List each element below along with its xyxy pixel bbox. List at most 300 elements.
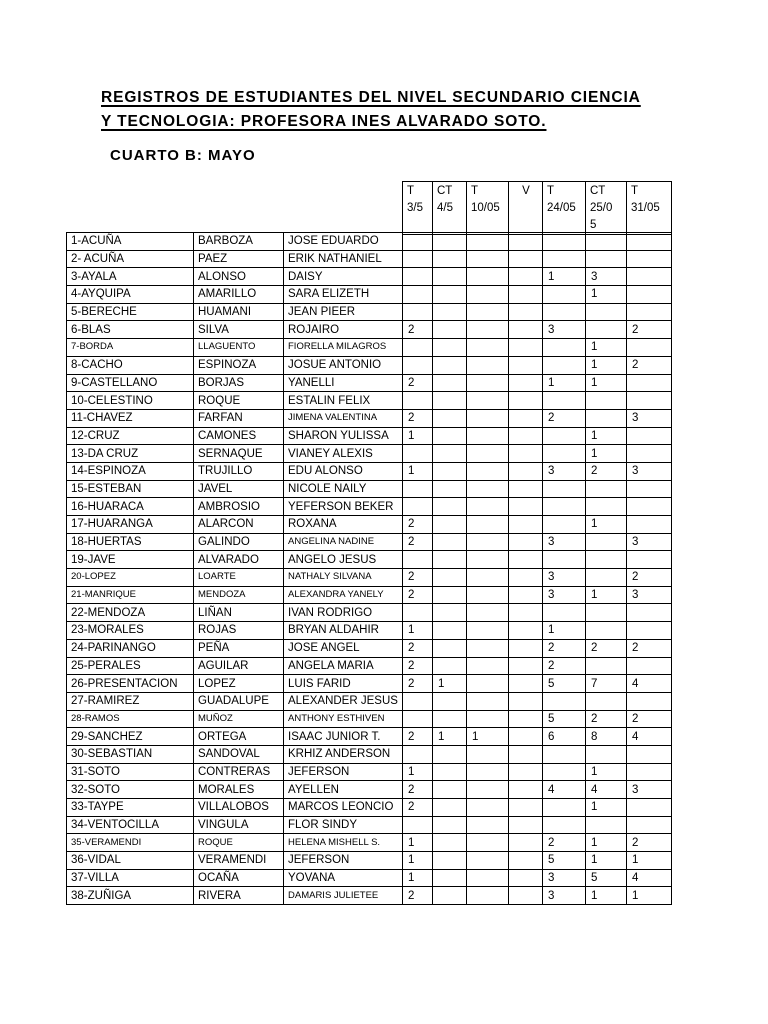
score-cell — [433, 516, 467, 534]
score-cell: 2 — [627, 710, 672, 728]
given-name-cell: JIMENA VALENTINA — [284, 409, 403, 427]
score-cell — [586, 303, 627, 321]
score-cell — [543, 498, 586, 516]
score-cell — [467, 834, 509, 852]
score-cell: 1 — [543, 374, 586, 392]
score-cell — [509, 286, 543, 304]
surname-2-cell: VERAMENDI — [194, 852, 284, 870]
surname-2-cell: ROJAS — [194, 622, 284, 640]
score-cell: 2 — [403, 675, 433, 693]
document-title — [101, 86, 641, 134]
column-header: CT 4/5 — [433, 182, 467, 235]
score-cell — [433, 303, 467, 321]
table-row — [67, 834, 672, 852]
table-row — [67, 657, 672, 675]
score-cell — [543, 480, 586, 498]
given-name-cell: JOSUE ANTONIO — [284, 356, 403, 374]
score-cell — [509, 763, 543, 781]
surname-2-cell: OCAÑA — [194, 869, 284, 887]
score-cell: 2 — [403, 409, 433, 427]
score-cell — [403, 303, 433, 321]
score-cell — [433, 569, 467, 587]
surname-2-cell: CAMONES — [194, 427, 284, 445]
given-name-cell: ROXANA — [284, 516, 403, 534]
score-cell — [509, 321, 543, 339]
table-row — [67, 374, 672, 392]
score-cell — [543, 516, 586, 534]
score-cell — [627, 604, 672, 622]
column-header: T 31/05 — [627, 182, 672, 235]
table-row — [67, 852, 672, 870]
score-cell: 4 — [586, 781, 627, 799]
score-cell: 4 — [627, 728, 672, 746]
column-header: V — [509, 182, 543, 235]
score-cell — [433, 321, 467, 339]
score-cell — [543, 445, 586, 463]
score-cell: 2 — [403, 374, 433, 392]
score-cell — [509, 445, 543, 463]
score-cell: 3 — [543, 569, 586, 587]
score-cell — [403, 604, 433, 622]
score-cell — [586, 622, 627, 640]
score-cell: 2 — [403, 533, 433, 551]
surname-2-cell: LOPEZ — [194, 675, 284, 693]
score-cell — [586, 233, 627, 251]
surname-1-cell: 10-CELESTINO — [67, 392, 194, 410]
score-cell — [627, 445, 672, 463]
surname-2-cell: FARFAN — [194, 409, 284, 427]
score-cell — [627, 516, 672, 534]
score-cell — [543, 692, 586, 710]
score-cell — [403, 745, 433, 763]
score-cell — [467, 622, 509, 640]
score-cell — [433, 409, 467, 427]
score-cell — [509, 374, 543, 392]
surname-2-cell: BARBOZA — [194, 233, 284, 251]
score-cell — [433, 533, 467, 551]
score-cell — [403, 233, 433, 251]
score-cell: 1 — [586, 852, 627, 870]
column-header: CT 25/0 5 — [586, 182, 627, 235]
score-cell — [467, 692, 509, 710]
column-header: T 24/05 — [543, 182, 586, 235]
score-cell — [433, 551, 467, 569]
table-row — [67, 462, 672, 480]
score-cell — [509, 586, 543, 604]
score-cell — [627, 799, 672, 817]
score-cell — [467, 409, 509, 427]
score-cell: 3 — [543, 869, 586, 887]
score-cell — [509, 692, 543, 710]
given-name-cell: ROJAIRO — [284, 321, 403, 339]
score-cell — [403, 286, 433, 304]
surname-2-cell: MORALES — [194, 781, 284, 799]
surname-1-cell: 38-ZUÑIGA — [67, 887, 194, 905]
score-cell — [433, 887, 467, 905]
score-cell — [403, 392, 433, 410]
score-cell: 2 — [403, 569, 433, 587]
score-cell — [509, 498, 543, 516]
score-cell: 1 — [627, 852, 672, 870]
title-line-2: Y TECNOLOGIA: PROFESORA INES ALVARADO SOTO. — [101, 113, 547, 130]
score-cell — [509, 869, 543, 887]
table-row — [67, 516, 672, 534]
surname-1-cell: 1-ACUÑA — [67, 233, 194, 251]
title-line-1: REGISTROS DE ESTUDIANTES DEL NIVEL SECUNDARIO CIENCIA — [101, 89, 641, 106]
score-cell — [509, 710, 543, 728]
score-cell — [403, 356, 433, 374]
surname-2-cell: SERNAQUE — [194, 445, 284, 463]
score-cell — [433, 604, 467, 622]
surname-2-cell: ROQUE — [194, 392, 284, 410]
score-cell — [627, 303, 672, 321]
given-name-cell: ISAAC JUNIOR T. — [284, 728, 403, 746]
surname-2-cell: MUÑOZ — [194, 710, 284, 728]
score-cell — [467, 852, 509, 870]
table-row — [67, 710, 672, 728]
surname-1-cell: 7-BORDA — [67, 339, 194, 357]
score-cell — [543, 763, 586, 781]
score-cell: 5 — [586, 869, 627, 887]
given-name-cell: JOSE ANGEL — [284, 639, 403, 657]
score-cell — [433, 480, 467, 498]
score-cell: 1 — [403, 852, 433, 870]
score-cell: 2 — [543, 409, 586, 427]
score-cell: 5 — [543, 852, 586, 870]
surname-1-cell: 20-LOPEZ — [67, 569, 194, 587]
table-row — [67, 569, 672, 587]
score-cell: 1 — [586, 286, 627, 304]
score-cell: 1 — [586, 445, 627, 463]
score-cell: 8 — [586, 728, 627, 746]
surname-1-cell: 23-MORALES — [67, 622, 194, 640]
score-cell: 1 — [403, 834, 433, 852]
score-cell: 2 — [403, 321, 433, 339]
table-row — [67, 286, 672, 304]
score-cell: 1 — [586, 763, 627, 781]
score-cell — [509, 781, 543, 799]
score-cell — [586, 745, 627, 763]
table-row — [67, 728, 672, 746]
surname-2-cell: ALARCON — [194, 516, 284, 534]
table-row — [67, 799, 672, 817]
score-cell — [433, 799, 467, 817]
given-name-cell: ANGELO JESUS — [284, 551, 403, 569]
surname-2-cell: PAEZ — [194, 250, 284, 268]
score-cell — [627, 551, 672, 569]
given-name-cell: BRYAN ALDAHIR — [284, 622, 403, 640]
score-cell — [467, 480, 509, 498]
score-cell — [467, 445, 509, 463]
table-row — [67, 781, 672, 799]
score-cell: 2 — [627, 569, 672, 587]
score-cell — [433, 356, 467, 374]
score-cell: 7 — [586, 675, 627, 693]
surname-1-cell: 12-CRUZ — [67, 427, 194, 445]
score-cell — [543, 427, 586, 445]
score-cell: 2 — [403, 728, 433, 746]
surname-2-cell: ORTEGA — [194, 728, 284, 746]
score-cell — [509, 569, 543, 587]
surname-2-cell: ALONSO — [194, 268, 284, 286]
table-row — [67, 745, 672, 763]
given-name-cell: NATHALY SILVANA — [284, 569, 403, 587]
score-cell: 3 — [627, 533, 672, 551]
table-row — [67, 498, 672, 516]
score-cell — [509, 852, 543, 870]
table-row — [67, 339, 672, 357]
score-cell — [509, 516, 543, 534]
score-cell — [467, 339, 509, 357]
score-cell — [433, 268, 467, 286]
score-cell — [509, 622, 543, 640]
table-row — [67, 303, 672, 321]
score-cell: 2 — [403, 657, 433, 675]
surname-1-cell: 5-BERECHE — [67, 303, 194, 321]
score-cell — [433, 639, 467, 657]
section-subtitle: CUARTO B: MAYO — [110, 147, 256, 164]
score-cell — [467, 516, 509, 534]
score-cell: 2 — [586, 462, 627, 480]
surname-2-cell: JAVEL — [194, 480, 284, 498]
score-cell — [467, 869, 509, 887]
surname-1-cell: 2- ACUÑA — [67, 250, 194, 268]
score-cell — [467, 427, 509, 445]
score-cell — [467, 321, 509, 339]
score-cell — [403, 816, 433, 834]
surname-2-cell: AMARILLO — [194, 286, 284, 304]
score-cell — [509, 799, 543, 817]
given-name-cell: KRHIZ ANDERSON — [284, 745, 403, 763]
table-row — [67, 692, 672, 710]
score-cell — [433, 586, 467, 604]
score-cell: 2 — [586, 639, 627, 657]
surname-1-cell: 27-RAMIREZ — [67, 692, 194, 710]
score-cell — [509, 409, 543, 427]
given-name-cell: ANGELINA NADINE — [284, 533, 403, 551]
table-row — [67, 392, 672, 410]
column-header: T 10/05 — [467, 182, 509, 235]
table-row — [67, 763, 672, 781]
score-cell: 2 — [403, 639, 433, 657]
score-cell: 3 — [627, 462, 672, 480]
score-cell — [586, 533, 627, 551]
score-cell — [509, 462, 543, 480]
score-cell — [433, 657, 467, 675]
score-cell: 5 — [543, 710, 586, 728]
surname-1-cell: 33-TAYPE — [67, 799, 194, 817]
given-name-cell: JEFERSON — [284, 852, 403, 870]
score-cell — [509, 657, 543, 675]
score-cell — [433, 763, 467, 781]
score-cell — [509, 339, 543, 357]
score-cell: 2 — [627, 321, 672, 339]
score-cell — [467, 392, 509, 410]
score-cell — [586, 480, 627, 498]
table-row — [67, 480, 672, 498]
surname-2-cell: AMBROSIO — [194, 498, 284, 516]
score-cell: 3 — [543, 321, 586, 339]
score-cell — [467, 498, 509, 516]
score-cell — [509, 480, 543, 498]
given-name-cell: EDU ALONSO — [284, 462, 403, 480]
score-cell: 2 — [543, 834, 586, 852]
date-header-row — [403, 182, 672, 235]
surname-1-cell: 35-VERAMENDI — [67, 834, 194, 852]
score-cell — [543, 286, 586, 304]
surname-2-cell: VINGULA — [194, 816, 284, 834]
score-cell — [433, 781, 467, 799]
table-row — [67, 268, 672, 286]
table-row — [67, 445, 672, 463]
score-cell — [627, 657, 672, 675]
given-name-cell: YOVANA — [284, 869, 403, 887]
score-cell: 2 — [627, 639, 672, 657]
score-cell: 1 — [433, 728, 467, 746]
score-cell — [433, 233, 467, 251]
score-cell — [403, 498, 433, 516]
score-cell — [509, 728, 543, 746]
given-name-cell: ANGELA MARIA — [284, 657, 403, 675]
surname-2-cell: ROQUE — [194, 834, 284, 852]
given-name-cell: FIORELLA MILAGROS — [284, 339, 403, 357]
date-header-table — [402, 181, 672, 235]
score-cell — [543, 745, 586, 763]
score-cell — [586, 604, 627, 622]
score-cell — [467, 569, 509, 587]
score-cell: 2 — [403, 781, 433, 799]
score-cell — [403, 445, 433, 463]
score-cell — [586, 816, 627, 834]
score-cell — [627, 692, 672, 710]
score-cell — [467, 286, 509, 304]
score-cell: 3 — [627, 409, 672, 427]
surname-1-cell: 3-AYALA — [67, 268, 194, 286]
given-name-cell: JEFERSON — [284, 763, 403, 781]
score-cell — [627, 268, 672, 286]
given-name-cell: ALEXANDRA YANELY — [284, 586, 403, 604]
score-cell — [403, 692, 433, 710]
score-cell — [509, 745, 543, 763]
surname-2-cell: LLAGUENTO — [194, 339, 284, 357]
score-cell — [433, 427, 467, 445]
given-name-cell: FLOR SINDY — [284, 816, 403, 834]
score-cell — [627, 233, 672, 251]
score-cell — [433, 852, 467, 870]
score-cell — [403, 250, 433, 268]
score-cell — [509, 639, 543, 657]
surname-2-cell: AGUILAR — [194, 657, 284, 675]
score-cell: 1 — [586, 834, 627, 852]
score-cell: 1 — [543, 268, 586, 286]
score-cell — [586, 657, 627, 675]
given-name-cell: SHARON YULISSA — [284, 427, 403, 445]
score-cell: 3 — [543, 462, 586, 480]
score-cell: 1 — [586, 887, 627, 905]
surname-2-cell: ESPINOZA — [194, 356, 284, 374]
score-cell: 1 — [467, 728, 509, 746]
surname-1-cell: 6-BLAS — [67, 321, 194, 339]
surname-1-cell: 21-MANRIQUE — [67, 586, 194, 604]
surname-1-cell: 31-SOTO — [67, 763, 194, 781]
score-cell — [509, 834, 543, 852]
score-cell — [433, 250, 467, 268]
score-cell — [467, 781, 509, 799]
score-cell: 2 — [403, 887, 433, 905]
surname-1-cell: 30-SEBASTIAN — [67, 745, 194, 763]
surname-1-cell: 24-PARINANGO — [67, 639, 194, 657]
score-cell — [627, 427, 672, 445]
surname-2-cell: GUADALUPE — [194, 692, 284, 710]
given-name-cell: NICOLE NAILY — [284, 480, 403, 498]
score-cell — [403, 268, 433, 286]
surname-1-cell: 34-VENTOCILLA — [67, 816, 194, 834]
score-cell: 1 — [586, 586, 627, 604]
score-cell: 1 — [403, 427, 433, 445]
surname-1-cell: 22-MENDOZA — [67, 604, 194, 622]
score-cell — [543, 392, 586, 410]
score-cell: 3 — [627, 586, 672, 604]
score-cell — [467, 816, 509, 834]
students-table — [66, 232, 672, 905]
given-name-cell: YEFERSON BEKER — [284, 498, 403, 516]
score-cell — [467, 233, 509, 251]
score-cell — [509, 233, 543, 251]
table-row — [67, 887, 672, 905]
score-cell: 3 — [543, 586, 586, 604]
score-cell — [467, 250, 509, 268]
given-name-cell: IVAN RODRIGO — [284, 604, 403, 622]
surname-2-cell: HUAMANI — [194, 303, 284, 321]
score-cell — [509, 250, 543, 268]
given-name-cell: DAISY — [284, 268, 403, 286]
score-cell: 2 — [403, 586, 433, 604]
score-cell — [509, 887, 543, 905]
surname-1-cell: 15-ESTEBAN — [67, 480, 194, 498]
score-cell — [509, 303, 543, 321]
surname-2-cell: SANDOVAL — [194, 745, 284, 763]
score-cell: 3 — [543, 533, 586, 551]
surname-2-cell: BORJAS — [194, 374, 284, 392]
score-cell — [586, 250, 627, 268]
table-row — [67, 427, 672, 445]
table-row — [67, 586, 672, 604]
score-cell: 4 — [627, 869, 672, 887]
score-cell — [586, 498, 627, 516]
score-cell — [543, 816, 586, 834]
table-row — [67, 622, 672, 640]
surname-1-cell: 9-CASTELLANO — [67, 374, 194, 392]
given-name-cell: LUIS FARID — [284, 675, 403, 693]
score-cell — [586, 692, 627, 710]
score-cell — [467, 551, 509, 569]
score-cell: 1 — [586, 427, 627, 445]
score-cell: 6 — [543, 728, 586, 746]
table-row — [67, 604, 672, 622]
score-cell — [509, 604, 543, 622]
table-row — [67, 356, 672, 374]
table-row — [67, 675, 672, 693]
surname-1-cell: 8-CACHO — [67, 356, 194, 374]
score-cell — [433, 498, 467, 516]
score-cell — [543, 551, 586, 569]
score-cell: 1 — [403, 763, 433, 781]
table-row — [67, 409, 672, 427]
score-cell: 4 — [627, 675, 672, 693]
score-cell — [627, 250, 672, 268]
score-cell: 2 — [403, 516, 433, 534]
score-cell — [509, 533, 543, 551]
